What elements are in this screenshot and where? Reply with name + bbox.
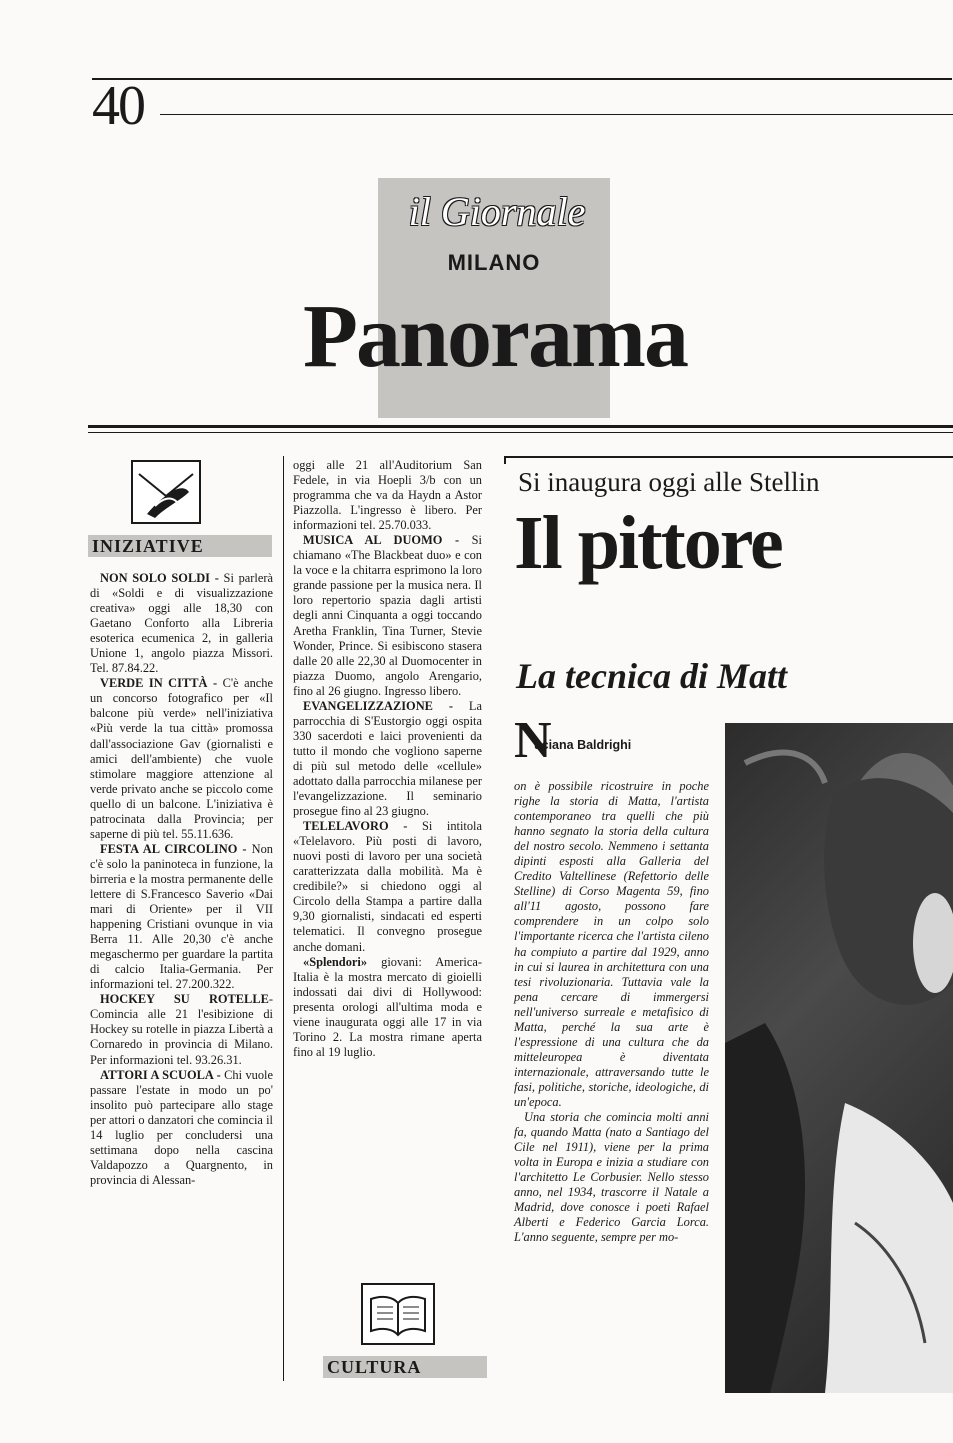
news-item	[293, 955, 482, 1060]
article-subhead: La tecnica di Matt	[516, 656, 787, 696]
news-item-text: Si chiamano «The Blackbeat duo» e con la voce e la chitarra esprimono la loro grande passione per la musica nera. Il loro repertorio spazia dagli artisti degli anni Cinquanta a oggi toccando Aretha Franklin, Tina Turner, Stevie Wonder, Prince. Si esibiscono stasera dalle 20 alle 22,30 al Duomocenter in piazza Duomo, angolo Arengario, fino al 26 giugno. Ingresso libero.	[293, 533, 482, 698]
news-item	[90, 842, 273, 992]
news-item	[90, 992, 273, 1067]
news-item-text: Si parlerà di «Soldi e di visualizzazione creativa» oggi alle 18,30 con Gaetano Conforto alla Libreria esoterica ecumenica 2, in galleria Unione 1, angolo piazza Missori. Tel. 87.84.22.	[90, 571, 273, 676]
book-icon	[361, 1283, 435, 1345]
column-iniziative-2	[293, 458, 482, 1060]
section-title: Panorama	[303, 287, 687, 386]
news-item-lead: TELELAVORO -	[303, 819, 422, 834]
section-divider	[88, 425, 953, 428]
rubric-cultura: CULTURA	[323, 1356, 487, 1378]
handshake-icon	[131, 460, 201, 524]
news-item-lead: FESTA AL CIRCOLINO -	[100, 841, 252, 856]
article-paragraph: Una storia che comincia molti anni fa, quando Matta (nato a Santiago del Cile nel 1911), viene per la prima volta in Europa e inizia a studiare con l'architetto Le Corbusier. Nello stesso anno, nel 1934, trascorre il Natale a Madrid, dove conosce i poeti Rafael Alberti e Federico Garcia Lorca. L'anno seguente, sempre per mo-	[514, 1110, 709, 1245]
news-item-lead: NON SOLO SOLDI -	[100, 571, 224, 585]
news-item-lead: MUSICA AL DUOMO -	[303, 533, 472, 548]
column-iniziative-1	[90, 571, 273, 1188]
news-item-text: Chi vuole passare l'estate in modo un po' insolito può partecipare allo stage per attori o danzatori che comincia il 14 luglio per concludersi una settimana dopo nella cascina Valdapozzo a Quargnento, in provincia di Alessan-	[90, 1067, 274, 1187]
news-item	[293, 458, 482, 533]
drop-cap: N	[514, 712, 552, 769]
news-item-text: oggi alle 21 all'Auditorium San Fedele, in via Hoepli 3/b con un programma che va da Haydn a Astor Piazzolla. L'ingresso è libero. Per informazioni tel. 25.70.033.	[293, 458, 482, 533]
news-item	[90, 571, 273, 676]
top-rule	[92, 78, 952, 80]
article-paragraph: on è possibile ricostruire in poche righe la storia di Matta, l'artista contemporaneo tra quelli che più hanno segnato la storia della cultura del nostro secolo. Nemmeno i settanta dipinti esposti alla Galleria del Credito Valtellinese (Refettorio delle Stelline) di Corso Magenta 59, fino all'11 agosto, possono fare comprendere in un colpo solo l'importante ricerca che l'artista cileno ha compiuto a partire dal 1929, anno in cui si laurea in architettura con una tesi rivoluzionaria. Tuttavia vale la pena cercare di immergersi nell'universo surreale e metafisico di Matta, perché la sua arte è l'espressione di una cultura che da mitteleuropea è diventata internazionale, attraversando tutte le fasi, politiche, storiche, ideologiche, di un'epoca.	[514, 779, 709, 1109]
news-item-text: giovani: America-Italia è la mostra mercato di gioielli indossati dai divi di Hollywood: presenta orologi all'ultima moda e viene inaugurata oggi alle 17 in via Torino 2. La mostra rimane aperta fino al 19 luglio.	[293, 954, 482, 1059]
news-item-lead: VERDE IN CITTÀ -	[100, 676, 223, 691]
article-kicker: Si inaugura oggi alle Stellin	[518, 467, 820, 497]
page-number: 40	[92, 75, 144, 137]
article-byline: uciana Baldrighi	[534, 738, 632, 752]
article-headline: Il pittore	[514, 501, 782, 585]
masthead-city: MILANO	[447, 250, 541, 275]
news-item-lead: ATTORI A SCUOLA -	[100, 1067, 225, 1082]
rubric-iniziative: INIZIATIVE	[88, 535, 272, 557]
news-item-text: C'è anche un concorso fotografico per «Il balcone più verde» nell'iniziativa «Più verde la tua città» promossa dall'associazione Gav (giornalisti e amici dell'ambiente) che vuole stimolare maggiore attenzione al verde privato anche se piccolo come quello di un balcone. L'iniziativa è patrocinata dalla Provincia; per saperne di più tel. 55.11.636.	[90, 676, 273, 841]
news-item-lead: «Splendori»	[303, 954, 382, 969]
matta-painting-image	[725, 723, 953, 1393]
news-item	[90, 676, 273, 842]
article-body	[514, 779, 709, 1245]
news-item-lead: HOCKEY SU ROTELLE	[100, 992, 269, 1007]
newspaper-logo: il Giornale	[408, 189, 586, 234]
news-item	[90, 1068, 273, 1188]
news-item-lead: EVANGELIZZAZIONE -	[303, 698, 469, 713]
column-rule	[283, 456, 284, 1381]
article-frame-top	[504, 456, 953, 458]
news-item	[293, 533, 482, 699]
news-item-text: - Comincia alle 21 l'esibizione di Hockey su rotelle in piazza Libertà a Cornaredo in provincia di Milano. Per informazioni tel. 93.26.31.	[90, 992, 273, 1067]
news-item-text: Si intitola «Telelavoro. Più posti di lavoro, nuovi posti di lavoro per una società caratterizzata dalla mobilità. Ma è credibile?» si chiedono oggi al Circolo della Stampa a partire dalla 9,30 giornalisti, sindacati ed esperti telematici. Il convegno prosegue anche domani.	[293, 819, 482, 954]
top-rule-thin	[160, 114, 953, 115]
news-item-text: La parrocchia di S'Eustorgio oggi ospita 330 sacerdoti e laici provenienti da tutto il mondo che vogliono saperne di più sul metodo delle «cellule» adottato dalla parrocchia milanese per l'evangelizzazione. Il seminario prosegue fino al 23 giugno.	[293, 698, 482, 819]
news-item	[293, 699, 482, 819]
section-divider-thin	[88, 432, 953, 433]
news-item	[293, 819, 482, 954]
news-item-text: Non c'è solo la paninoteca in funzione, la birreria e la mostra permanente delle lettere di S.Francesco Saverio «Dai mari di Oriente» per il VII happening Cristiani ovunque in via Berra 11. Alle 20,30 c'è anche megaschermo per guardare la partita di calcio Italia-Germania. Per informazioni tel. 27.200.322.	[90, 841, 273, 992]
